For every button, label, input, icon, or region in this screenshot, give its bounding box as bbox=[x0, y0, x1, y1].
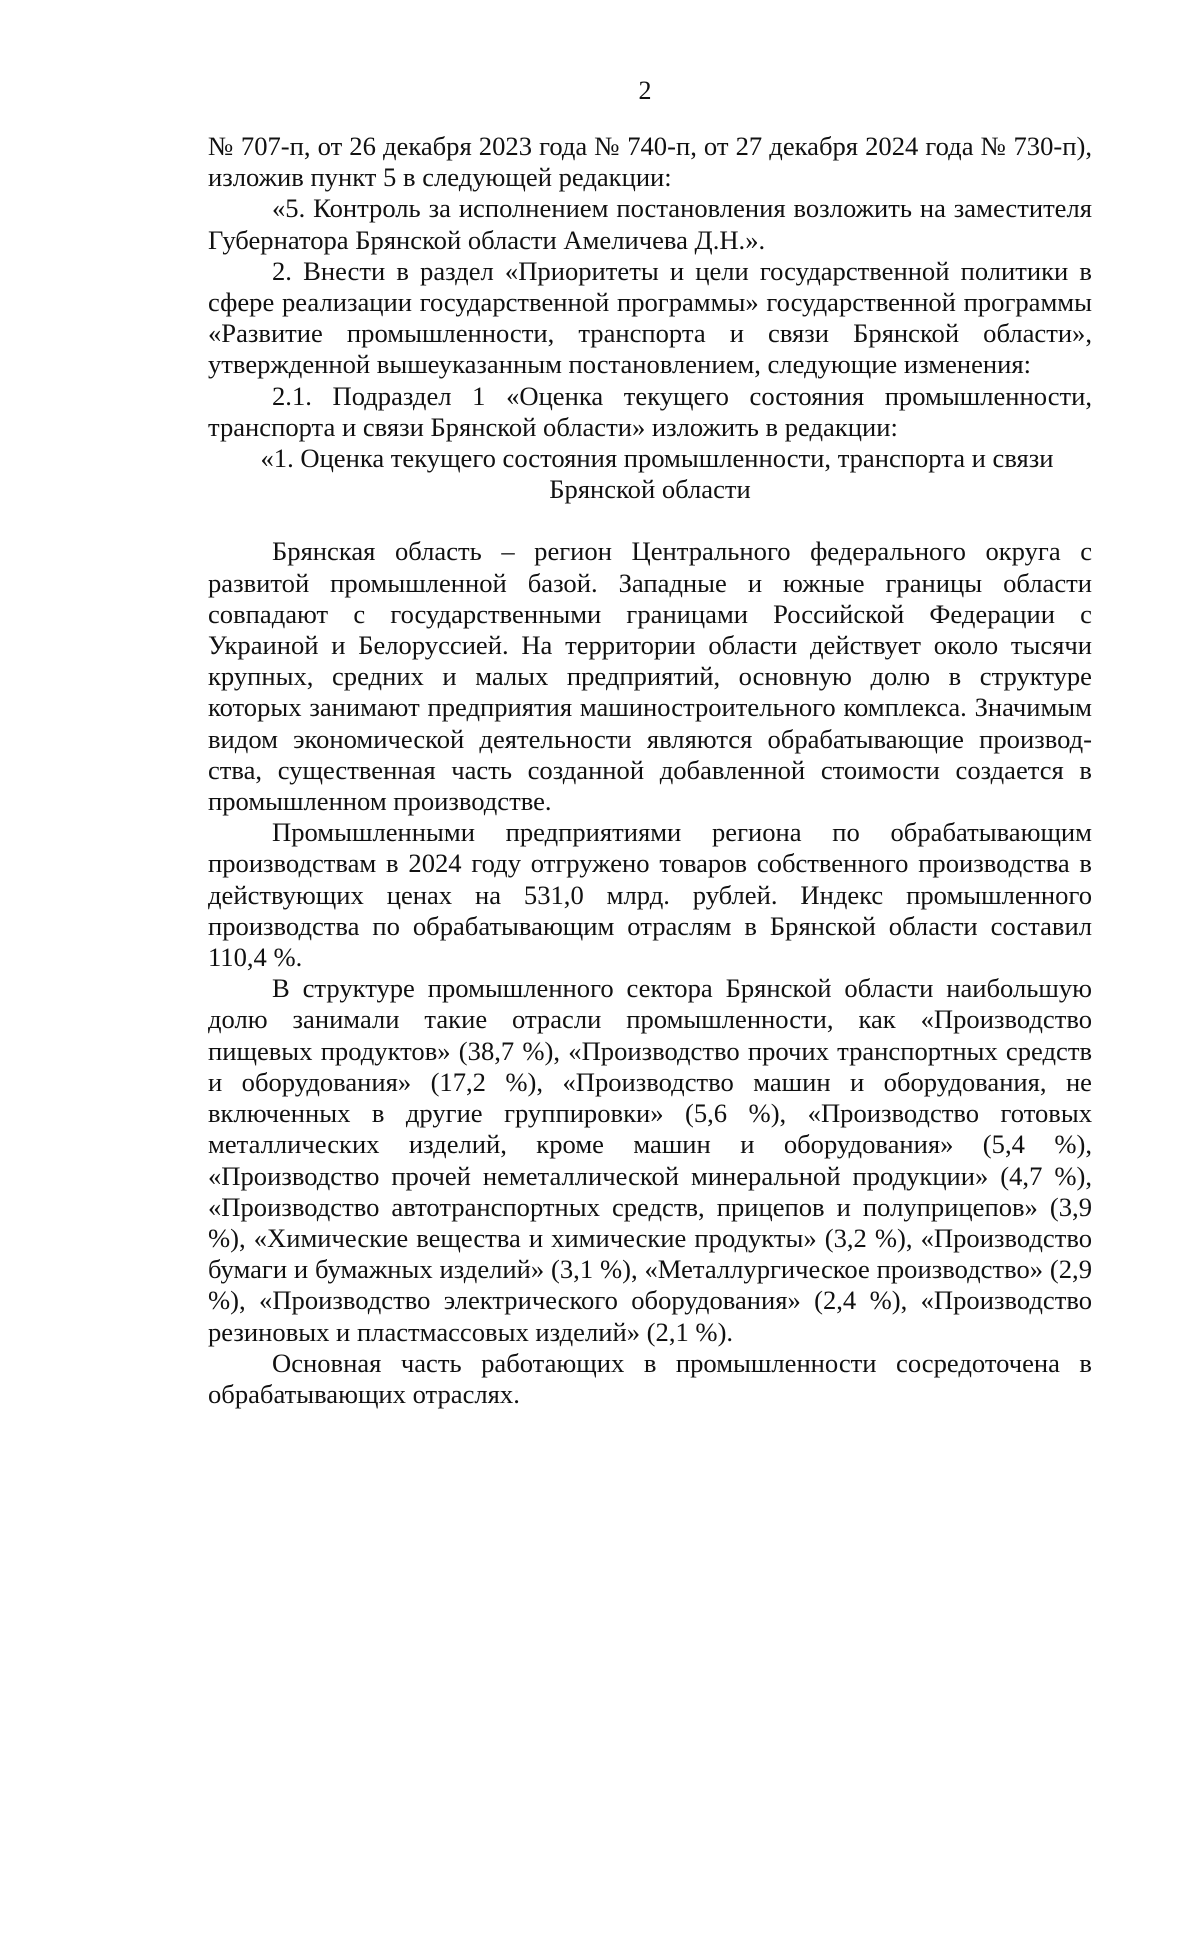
section-heading-line-2: Брянской области bbox=[549, 474, 751, 505]
intro-paragraph-2: «5. Контроль за исполнением постановления возложить на заместителя Губернатора Брянской области Амеличева Д.Н.». bbox=[208, 193, 1092, 255]
section-heading bbox=[208, 443, 1092, 505]
spacer bbox=[208, 505, 1092, 536]
intro-paragraph-4: 2.1. Подраздел 1 «Оценка текущего состояния промышленности, транспорта и связи Брянской области» изложить в редакции: bbox=[208, 380, 1092, 442]
page-number: 2 bbox=[638, 76, 652, 105]
body-paragraph-1: Брянская область – регион Центрального федерального округа с развитой промышленной базой. Западные и южные границы области совпадают с государственными границами Российской Федерации с Украиной и Белоруссией. На территории области действует около тысячи крупных, средних и малых предприятий, основную долю в структуре которых занимают предприятия машиностроительного комплекса. Значимым видом экономической деятельности являются обрабатывающие производства, существенная часть созданной добавленной стоимости создается в промышленном производстве. bbox=[208, 536, 1092, 817]
intro-paragraph-1: № 707-п, от 26 декабря 2023 года № 740-п, от 27 декабря 2024 года № 730-п), изложив пункт 5 в следующей редакции: bbox=[208, 131, 1092, 193]
section-heading-line-1: «1. Оценка текущего состояния промышленности, транспорта и связи bbox=[260, 443, 1054, 474]
document-body bbox=[208, 131, 1092, 1410]
body-paragraph-2: Промышленными предприятиями региона по обрабатывающим производствам в 2024 году отгружено товаров собственного производства в действующих ценах на 531,0 млрд. рублей. Индекс промышленного производства по обрабатывающим отраслям в Брянской области составил 110,4 %. bbox=[208, 817, 1092, 973]
body-paragraph-3: В структуре промышленного сектора Брянской области наибольшую долю занимали такие отрасли промышленности, как «Производство пищевых продуктов» (38,7 %), «Производство прочих транспортных средств и оборудования» (17,2 %), «Производство машин и оборудования, не включенных в другие группировки» (5,6 %), «Производство готовых металлических изделий, кроме машин и оборудования» (5,4 %), «Производство прочей неметаллической минеральной продукции» (4,7 %), «Производство автотранспортных средств, прицепов и полуприцепов» (3,9 %), «Химические вещества и химические продукты» (3,2 %), «Производство бумаги и бумажных изделий» (3,1 %), «Металлургическое производство» (2,9 %), «Производство электрического оборудования» (2,4 %), «Производство резиновых и пластмассовых изделий» (2,1 %). bbox=[208, 973, 1092, 1347]
body-paragraph-4: Основная часть работающих в промышленности сосредоточена в обрабатывающих отраслях. bbox=[208, 1347, 1092, 1409]
intro-paragraph-3: 2. Внести в раздел «Приоритеты и цели государственной политики в сфере реализации государственной программы» государственной программы «Развитие промышленности, транспорта и связи Брянской области», утвержденной вышеуказанным постановлением, следующие изменения: bbox=[208, 255, 1092, 380]
